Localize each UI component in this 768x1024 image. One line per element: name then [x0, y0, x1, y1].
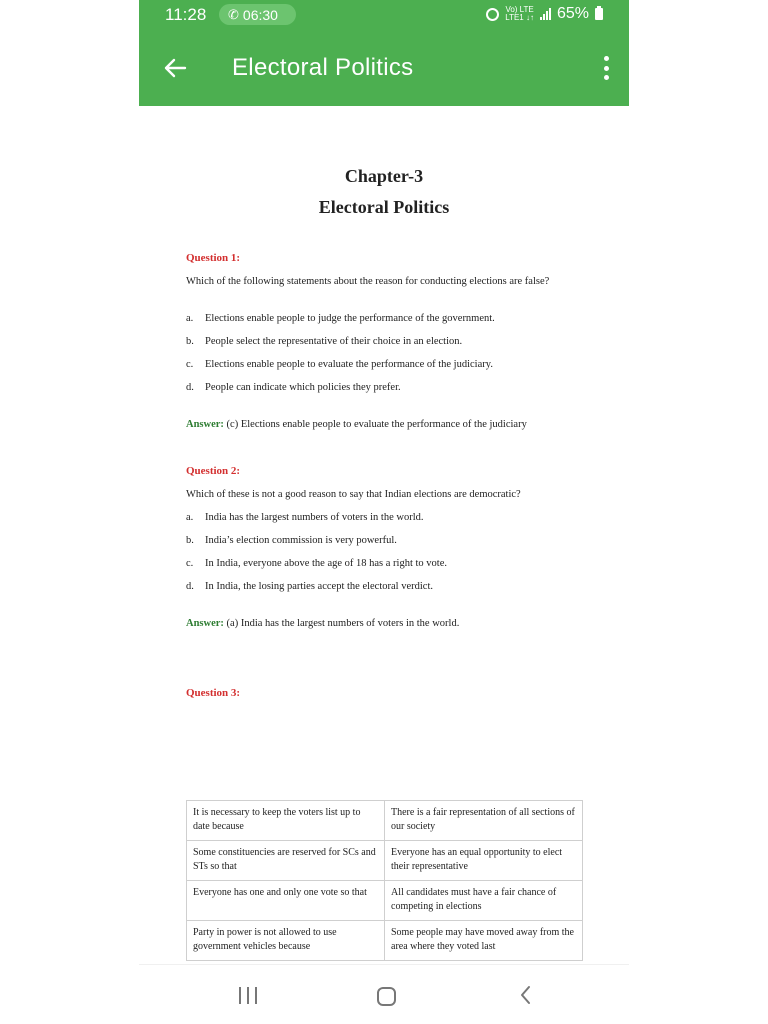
phone-call-icon: ✆ [228, 6, 239, 22]
question-2-option-c: c. In India, everyone above the age of 18 has a right to vote. [186, 558, 447, 569]
back-arrow-icon[interactable] [159, 52, 191, 84]
network-top: Vo) LTE [505, 5, 534, 14]
question-1-option-b: b. People select the representative of their choice in an election. [186, 336, 463, 347]
question-2-option-b: b. India’s election commission is very powerful. [186, 535, 397, 546]
system-nav-bar [139, 964, 629, 1024]
recent-apps-icon[interactable] [239, 987, 257, 1004]
table-row [187, 881, 583, 921]
app-bar [139, 30, 629, 106]
home-icon[interactable] [377, 987, 396, 1006]
battery-icon [595, 8, 603, 20]
question-3-heading: Question 3: [186, 687, 241, 699]
chapter-number: Chapter-3 [344, 166, 424, 186]
question-1-option-d: d. People can indicate which policies they prefer. [186, 382, 401, 393]
question-2-option-d: d. In India, the losing parties accept the electoral verdict. [186, 581, 433, 592]
table-cell: All candidates must have a fair chance of competing in elections [385, 881, 583, 921]
table-row [187, 841, 583, 881]
question-2-heading: Question 2: [186, 465, 241, 477]
table-cell: There is a fair representation of all sections of our society [385, 801, 583, 841]
more-vertical-icon[interactable] [601, 56, 611, 80]
table-cell: Some constituencies are reserved for SCs and STs so that [187, 841, 385, 881]
table-cell: Some people may have moved away from the area where they voted last [385, 921, 583, 961]
chapter-title: Electoral Politics [318, 197, 450, 217]
table-cell: Everyone has one and only one vote so that [187, 881, 385, 921]
question-2-text: Which of these is not a good reason to say that Indian elections are democratic? [186, 489, 521, 500]
signal-strength-icon [540, 8, 551, 20]
table-cell: Party in power is not allowed to use government vehicles because [187, 921, 385, 961]
status-bar [139, 0, 629, 30]
question-1-option-c: c. Elections enable people to evaluate the performance of the judiciary. [186, 359, 493, 370]
ongoing-call-pill[interactable] [219, 4, 296, 25]
call-timer: 06:30 [242, 6, 278, 23]
app-title: Electoral Politics [232, 54, 414, 81]
match-table [186, 800, 583, 961]
question-2-option-a: a. India has the largest numbers of voters in the world. [186, 512, 424, 523]
question-1-option-a: a. Elections enable people to judge the performance of the government. [186, 313, 495, 324]
status-time: 11:28 [165, 5, 207, 24]
status-icons [486, 5, 603, 23]
question-1-text: Which of the following statements about the reason for conducting elections are false? [186, 276, 550, 287]
table-row [187, 801, 583, 841]
question-2-answer: Answer: (a) India has the largest numbers of voters in the world. [186, 618, 460, 629]
phone-screen [139, 0, 629, 1024]
back-chevron-icon[interactable] [514, 983, 538, 1007]
table-row [187, 921, 583, 961]
question-1-heading: Question 1: [186, 252, 241, 264]
battery-percent: 65% [556, 5, 589, 22]
table-cell: It is necessary to keep the voters list up to date because [187, 801, 385, 841]
question-1-answer: Answer: (c) Elections enable people to evaluate the performance of the judiciary [186, 419, 527, 430]
network-bottom: LTE1 ↓↑ [505, 13, 534, 22]
chapter-content [139, 106, 629, 964]
table-cell: Everyone has an equal opportunity to elect their representative [385, 841, 583, 881]
network-indicator [505, 6, 534, 22]
alarm-icon [486, 8, 499, 21]
